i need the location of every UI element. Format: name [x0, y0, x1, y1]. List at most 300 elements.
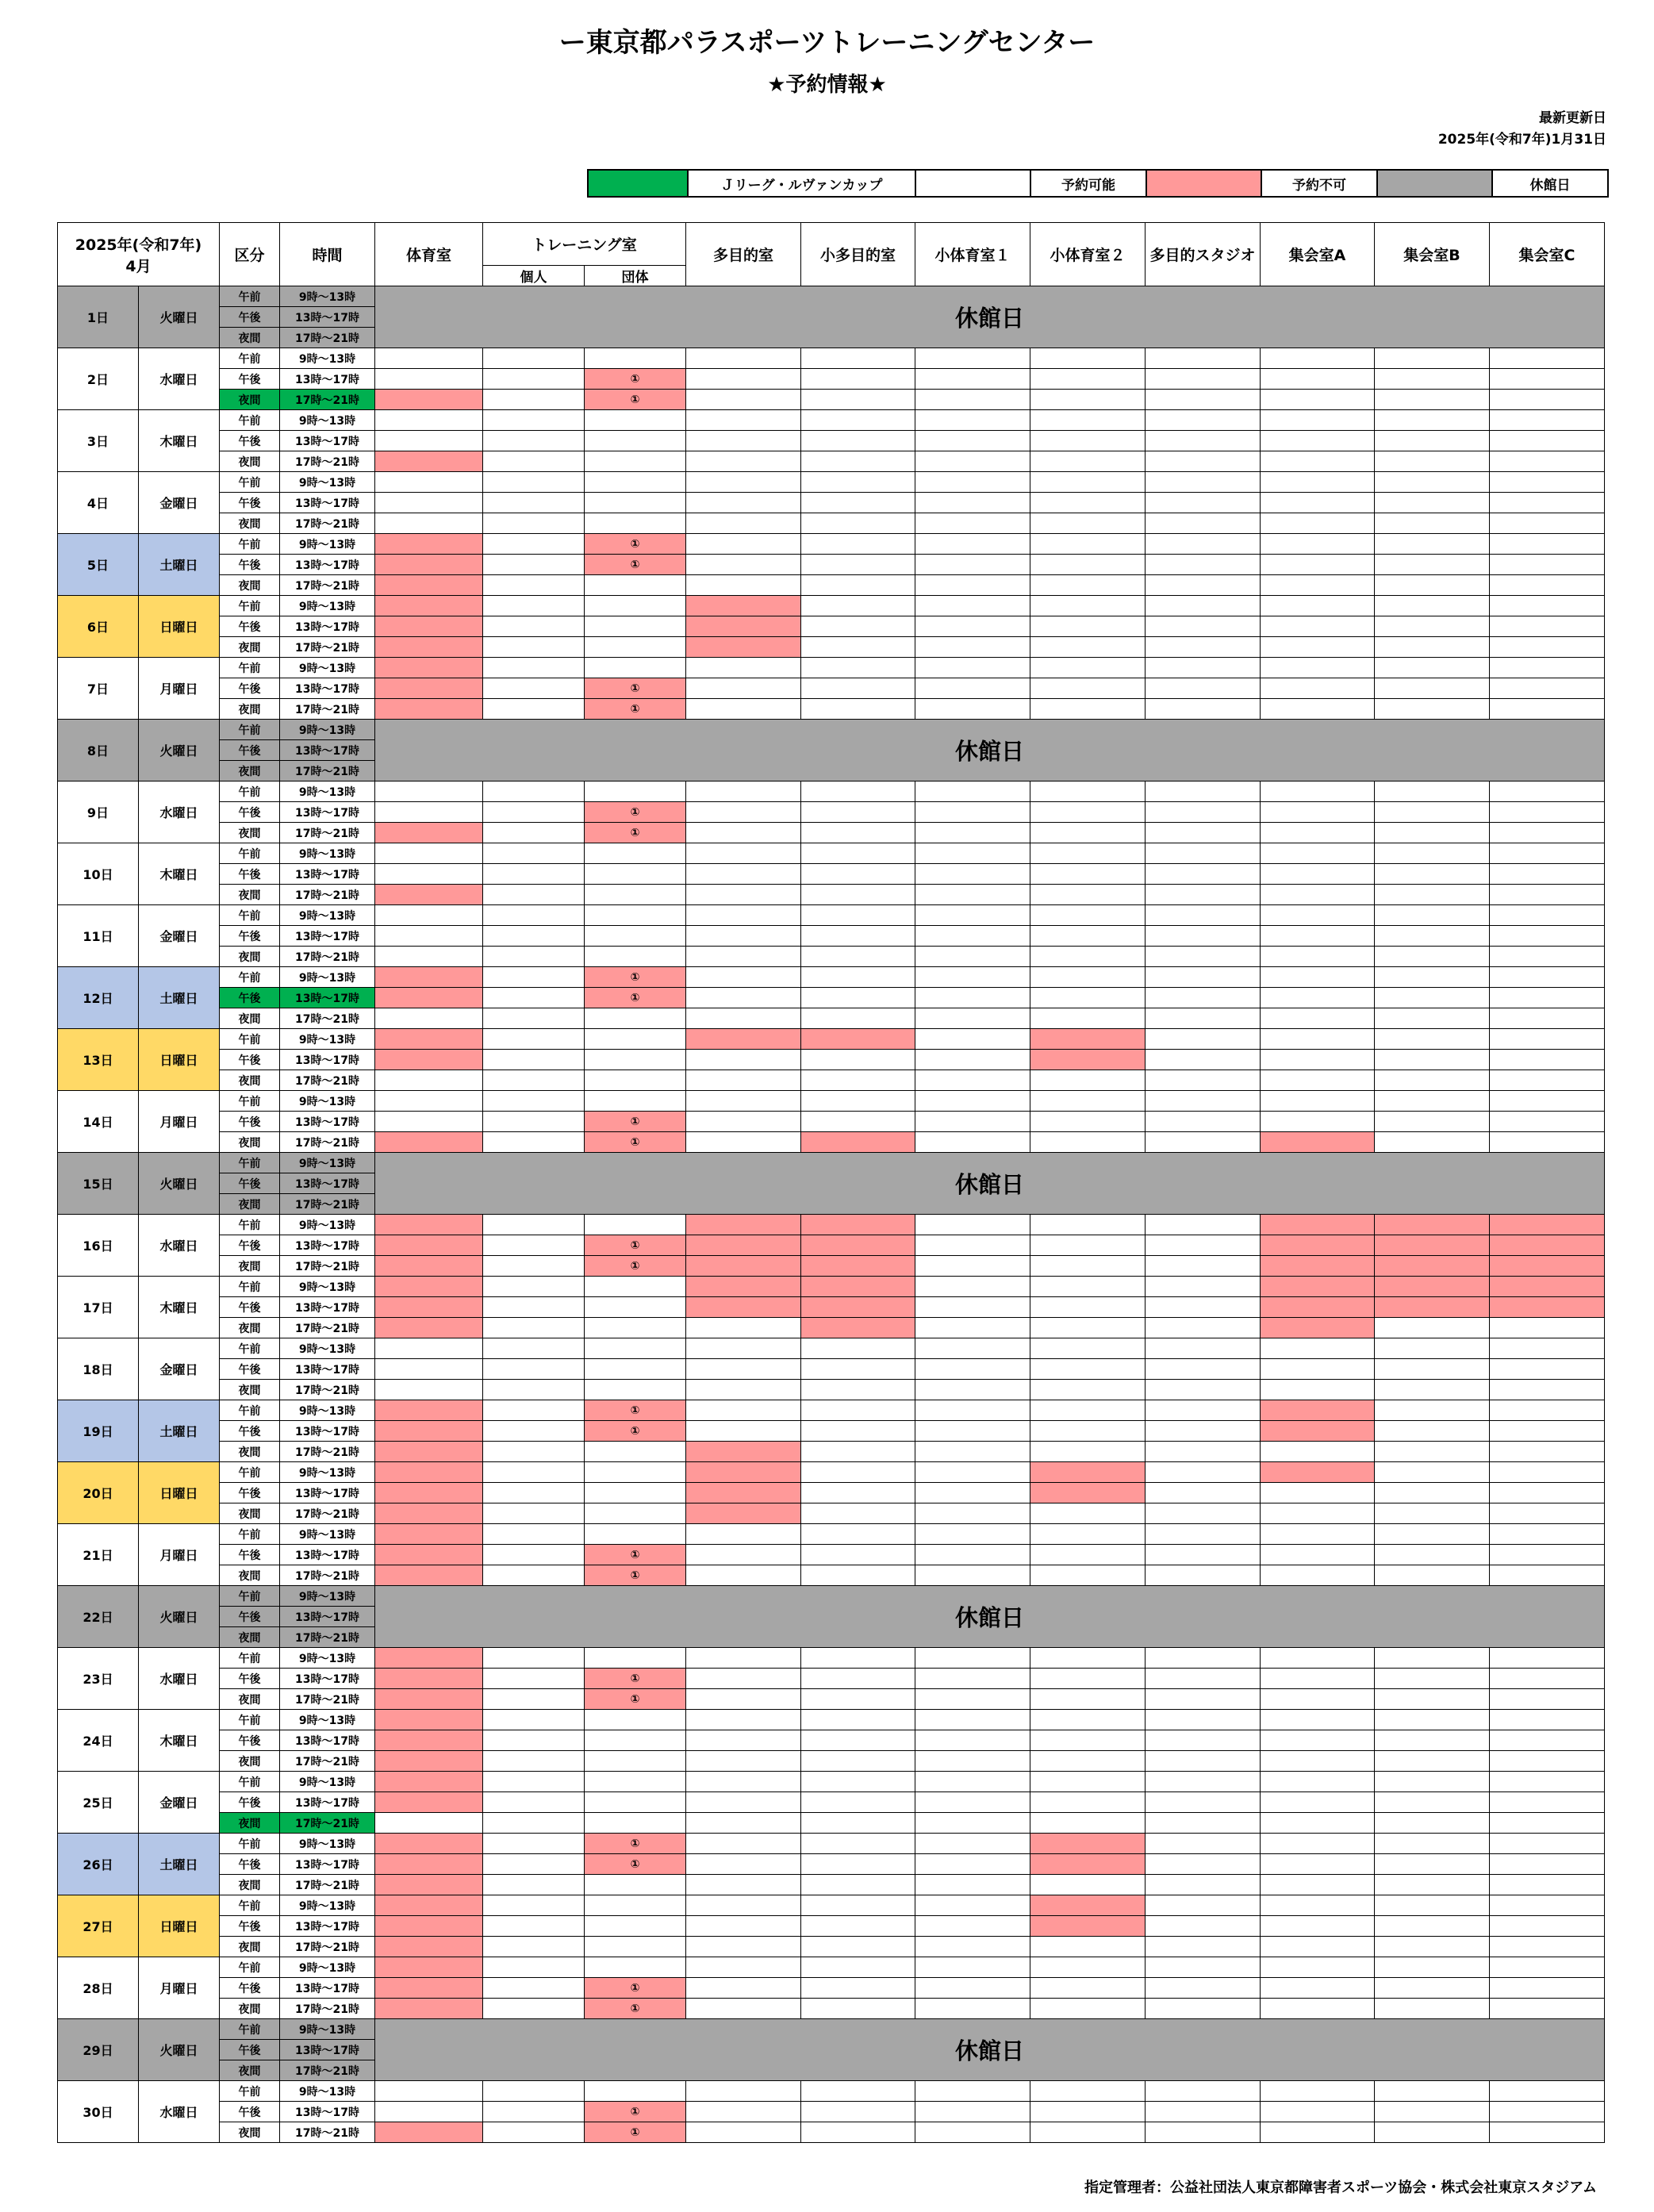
- slot-cell: [1261, 1813, 1375, 1834]
- slot-cell: [1261, 1277, 1375, 1297]
- slot-cell: [1490, 1008, 1605, 1029]
- slot-cell: [1490, 1421, 1605, 1442]
- slot-cell: [375, 1524, 483, 1545]
- slot-cell: [585, 431, 686, 451]
- slot-cell: [686, 1112, 801, 1132]
- slot-cell: [1146, 1503, 1261, 1524]
- slot-cell: [375, 1421, 483, 1442]
- slot-cell: [1490, 390, 1605, 410]
- slot-cell: [1146, 1813, 1261, 1834]
- slot-cell: [915, 1875, 1030, 1895]
- slot-cell: [375, 1710, 483, 1730]
- slot-cell: [585, 658, 686, 678]
- slot-cell: [375, 1689, 483, 1710]
- slot-cell: [1375, 1792, 1490, 1813]
- table-row: [58, 1297, 1605, 1318]
- slot-cell: [1030, 1813, 1146, 1834]
- slot-cell: [1375, 1669, 1490, 1689]
- slot-cell: [375, 802, 483, 823]
- slot-cell: [483, 369, 585, 390]
- day-cell: 11日: [58, 905, 139, 967]
- slot-cell: [375, 1937, 483, 1957]
- slot-cell: [1375, 1462, 1490, 1483]
- slot-cell: [686, 1834, 801, 1854]
- slot-cell: [585, 1895, 686, 1916]
- slot-cell: [1375, 2102, 1490, 2122]
- slot-cell: [801, 1029, 915, 1050]
- slot-cell: [483, 1297, 585, 1318]
- slot-kubun: 夜間: [220, 1875, 280, 1895]
- slot-cell: [1030, 1462, 1146, 1483]
- slot-cell: [585, 1421, 686, 1442]
- slot-cell: [483, 1565, 585, 1586]
- slot-cell: [1261, 967, 1375, 988]
- slot-cell: [915, 1400, 1030, 1421]
- slot-cell: [801, 1834, 915, 1854]
- slot-time: 9時～13時: [280, 1215, 375, 1235]
- slot-time: 17時～21時: [280, 513, 375, 534]
- slot-cell: [1146, 2081, 1261, 2102]
- group-mark: ①: [630, 372, 640, 386]
- slot-cell: [1375, 1483, 1490, 1503]
- slot-cell: [1030, 348, 1146, 369]
- slot-cell: [375, 885, 483, 905]
- slot-cell: [375, 1772, 483, 1792]
- slot-cell: [483, 802, 585, 823]
- slot-cell: [585, 1483, 686, 1503]
- slot-time: 13時～17時: [280, 1669, 375, 1689]
- slot-cell: [1490, 843, 1605, 864]
- slot-cell: [585, 1297, 686, 1318]
- slot-cell: [686, 369, 801, 390]
- slot-cell: [1146, 1792, 1261, 1813]
- slot-cell: [585, 555, 686, 575]
- table-row: [58, 947, 1605, 967]
- slot-cell: [915, 1978, 1030, 1999]
- slot-cell: [1375, 534, 1490, 555]
- slot-cell: [375, 1462, 483, 1483]
- slot-time: 9時～13時: [280, 1524, 375, 1545]
- slot-cell: [1261, 1524, 1375, 1545]
- slot-cell: [1375, 410, 1490, 431]
- slot-cell: [1490, 699, 1605, 720]
- slot-kubun: 夜間: [220, 1627, 280, 1648]
- slot-cell: [1261, 1565, 1375, 1586]
- slot-cell: [1030, 410, 1146, 431]
- slot-cell: [375, 2081, 483, 2102]
- slot-cell: [375, 1400, 483, 1421]
- slot-cell: [483, 534, 585, 555]
- slot-cell: [1261, 1978, 1375, 1999]
- slot-kubun: 午後: [220, 864, 280, 885]
- slot-cell: [915, 1008, 1030, 1029]
- slot-cell: [1146, 616, 1261, 637]
- weekday-cell: 日曜日: [139, 1029, 220, 1091]
- slot-cell: [1030, 1937, 1146, 1957]
- slot-time: 13時～17時: [280, 2040, 375, 2060]
- slot-cell: [483, 555, 585, 575]
- slot-cell: [1375, 390, 1490, 410]
- slot-cell: [686, 1565, 801, 1586]
- slot-cell: [1375, 575, 1490, 596]
- slot-cell: [1146, 1400, 1261, 1421]
- slot-cell: [483, 2081, 585, 2102]
- slot-cell: [1375, 1565, 1490, 1586]
- slot-cell: [686, 1277, 801, 1297]
- slot-cell: [375, 658, 483, 678]
- slot-cell: [1030, 1503, 1146, 1524]
- slot-cell: [375, 1380, 483, 1400]
- slot-time: 9時～13時: [280, 1648, 375, 1669]
- slot-cell: [686, 947, 801, 967]
- slot-cell: [1490, 513, 1605, 534]
- table-row: [58, 1545, 1605, 1565]
- table-row: [58, 1050, 1605, 1070]
- slot-cell: [375, 431, 483, 451]
- slot-cell: [375, 864, 483, 885]
- slot-time: 17時～21時: [280, 885, 375, 905]
- legend-label-jleague: Ｊリーグ・ルヴァンカップ: [688, 170, 915, 197]
- slot-cell: [375, 555, 483, 575]
- slot-cell: [686, 637, 801, 658]
- slot-cell: [1146, 1751, 1261, 1772]
- slot-cell: [1146, 1112, 1261, 1132]
- slot-cell: [375, 1132, 483, 1153]
- slot-cell: [1490, 1359, 1605, 1380]
- slot-cell: [1146, 534, 1261, 555]
- slot-cell: [375, 843, 483, 864]
- room-header-multipurpose: 多目的室: [686, 223, 801, 286]
- slot-cell: [801, 699, 915, 720]
- slot-cell: [801, 451, 915, 472]
- slot-cell: [1146, 658, 1261, 678]
- slot-cell: [1375, 1050, 1490, 1070]
- slot-cell: [1375, 1648, 1490, 1669]
- slot-cell: [375, 1070, 483, 1091]
- slot-cell: [375, 616, 483, 637]
- slot-cell: [375, 781, 483, 802]
- slot-cell: [1261, 2122, 1375, 2143]
- slot-kubun: 夜間: [220, 575, 280, 596]
- slot-cell: [1261, 988, 1375, 1008]
- group-mark: ①: [630, 682, 640, 695]
- slot-cell: [1030, 658, 1146, 678]
- slot-cell: [801, 1730, 915, 1751]
- slot-cell: [483, 1091, 585, 1112]
- slot-time: 13時～17時: [280, 678, 375, 699]
- slot-cell: [801, 967, 915, 988]
- slot-cell: [801, 1112, 915, 1132]
- slot-cell: [915, 1338, 1030, 1359]
- slot-cell: [375, 1854, 483, 1875]
- slot-cell: [483, 1132, 585, 1153]
- slot-cell: [1261, 1834, 1375, 1854]
- slot-cell: [1490, 1318, 1605, 1338]
- slot-cell: [483, 1813, 585, 1834]
- slot-cell: [1490, 472, 1605, 493]
- slot-cell: [1261, 1297, 1375, 1318]
- slot-time: 17時～21時: [280, 1008, 375, 1029]
- slot-cell: [375, 348, 483, 369]
- slot-cell: [1490, 1978, 1605, 1999]
- slot-cell: [686, 451, 801, 472]
- slot-cell: [1030, 1957, 1146, 1978]
- slot-cell: [1030, 1318, 1146, 1338]
- room-header-studio: 多目的スタジオ: [1146, 223, 1261, 286]
- slot-cell: [483, 1937, 585, 1957]
- slot-cell: [801, 596, 915, 616]
- slot-cell: [585, 905, 686, 926]
- table-row: [58, 1524, 1605, 1545]
- legend-swatch-closed: [1377, 170, 1492, 197]
- slot-cell: [585, 493, 686, 513]
- slot-time: 17時～21時: [280, 2122, 375, 2143]
- slot-cell: [585, 1875, 686, 1895]
- slot-cell: [1490, 967, 1605, 988]
- day-cell: 16日: [58, 1215, 139, 1277]
- slot-time: 17時～21時: [280, 1318, 375, 1338]
- table-row: [58, 1916, 1605, 1937]
- slot-cell: [915, 1070, 1030, 1091]
- slot-cell: [915, 1792, 1030, 1813]
- slot-kubun: 午前: [220, 843, 280, 864]
- day-cell: 6日: [58, 596, 139, 658]
- slot-cell: [483, 1916, 585, 1937]
- slot-time: 9時～13時: [280, 348, 375, 369]
- slot-time: 17時～21時: [280, 637, 375, 658]
- slot-cell: [915, 1029, 1030, 1050]
- slot-cell: [1375, 1256, 1490, 1277]
- weekday-cell: 金曜日: [139, 1772, 220, 1834]
- slot-cell: [1030, 802, 1146, 823]
- slot-cell: [483, 885, 585, 905]
- slot-kubun: 午前: [220, 1029, 280, 1050]
- slot-cell: [483, 1772, 585, 1792]
- slot-kubun: 午前: [220, 905, 280, 926]
- slot-cell: [1261, 802, 1375, 823]
- slot-cell: [1261, 1669, 1375, 1689]
- slot-cell: [686, 1999, 801, 2019]
- training-sub-group: 団体: [585, 266, 686, 286]
- slot-cell: [915, 1483, 1030, 1503]
- slot-cell: [375, 1338, 483, 1359]
- slot-cell: [915, 1462, 1030, 1483]
- slot-cell: [483, 1050, 585, 1070]
- slot-cell: [483, 926, 585, 947]
- day-cell: 8日: [58, 720, 139, 781]
- slot-cell: [1375, 1772, 1490, 1792]
- slot-cell: [1261, 596, 1375, 616]
- slot-cell: [1146, 1008, 1261, 1029]
- slot-cell: [801, 1875, 915, 1895]
- slot-cell: [801, 1091, 915, 1112]
- slot-kubun: 夜間: [220, 1503, 280, 1524]
- slot-cell: [1261, 1710, 1375, 1730]
- slot-time: 13時～17時: [280, 1545, 375, 1565]
- slot-cell: [915, 1545, 1030, 1565]
- slot-cell: [1375, 802, 1490, 823]
- slot-cell: [375, 988, 483, 1008]
- slot-cell: [585, 1338, 686, 1359]
- slot-cell: [915, 575, 1030, 596]
- slot-time: 13時～17時: [280, 1421, 375, 1442]
- slot-time: 13時～17時: [280, 1297, 375, 1318]
- slot-cell: [1490, 1524, 1605, 1545]
- slot-kubun: 午前: [220, 1524, 280, 1545]
- slot-cell: [915, 1957, 1030, 1978]
- slot-cell: [801, 1050, 915, 1070]
- slot-cell: [1030, 431, 1146, 451]
- slot-cell: [686, 658, 801, 678]
- slot-kubun: 午前: [220, 472, 280, 493]
- slot-cell: [1030, 967, 1146, 988]
- slot-cell: [375, 1895, 483, 1916]
- slot-kubun: 午後: [220, 1669, 280, 1689]
- room-header-meeting-b: 集会室B: [1375, 223, 1490, 286]
- slot-cell: [375, 513, 483, 534]
- slot-cell: [1030, 1277, 1146, 1297]
- weekday-cell: 土曜日: [139, 534, 220, 596]
- slot-kubun: 夜間: [220, 451, 280, 472]
- slot-cell: [1146, 1730, 1261, 1751]
- slot-cell: [915, 616, 1030, 637]
- slot-cell: [915, 555, 1030, 575]
- closed-day-banner: 休館日: [375, 1153, 1605, 1215]
- page-subtitle: ★予約情報★: [767, 73, 887, 97]
- slot-cell: [1146, 596, 1261, 616]
- slot-cell: [1375, 1380, 1490, 1400]
- slot-cell: [1375, 1895, 1490, 1916]
- slot-cell: [686, 1215, 801, 1235]
- slot-cell: [1030, 1978, 1146, 1999]
- slot-cell: [483, 575, 585, 596]
- table-row: [58, 1359, 1605, 1380]
- slot-cell: [1261, 843, 1375, 864]
- slot-cell: [801, 1648, 915, 1669]
- slot-cell: [483, 658, 585, 678]
- slot-cell: [585, 472, 686, 493]
- table-row: [58, 1751, 1605, 1772]
- slot-cell: [915, 410, 1030, 431]
- day-cell: 12日: [58, 967, 139, 1029]
- table-row: [58, 596, 1605, 616]
- table-row: [58, 1648, 1605, 1669]
- slot-cell: [1261, 534, 1375, 555]
- slot-cell: [686, 1235, 801, 1256]
- slot-cell: [375, 410, 483, 431]
- slot-cell: [1490, 348, 1605, 369]
- slot-cell: [686, 1338, 801, 1359]
- table-row: [58, 390, 1605, 410]
- slot-cell: [1375, 472, 1490, 493]
- slot-cell: [483, 699, 585, 720]
- slot-cell: [1490, 1813, 1605, 1834]
- slot-kubun: 夜間: [220, 1256, 280, 1277]
- slot-time: 13時～17時: [280, 1854, 375, 1875]
- slot-cell: [1490, 1070, 1605, 1091]
- slot-cell: [1146, 1215, 1261, 1235]
- slot-cell: [375, 1318, 483, 1338]
- slot-cell: [585, 1751, 686, 1772]
- slot-kubun: 午後: [220, 1854, 280, 1875]
- slot-cell: [1261, 637, 1375, 658]
- slot-cell: [375, 926, 483, 947]
- slot-time: 17時～21時: [280, 761, 375, 781]
- slot-cell: [686, 678, 801, 699]
- slot-cell: [1146, 678, 1261, 699]
- slot-cell: [375, 1751, 483, 1772]
- slot-cell: [1375, 781, 1490, 802]
- table-row: [58, 348, 1605, 369]
- slot-cell: [1375, 1297, 1490, 1318]
- table-row: [58, 493, 1605, 513]
- slot-cell: [801, 2122, 915, 2143]
- table-row: [58, 513, 1605, 534]
- slot-cell: [915, 1751, 1030, 1772]
- slot-time: 9時～13時: [280, 1586, 375, 1607]
- slot-cell: [1375, 1875, 1490, 1895]
- slot-cell: [483, 1710, 585, 1730]
- group-mark: ①: [630, 537, 640, 551]
- slot-cell: [1490, 1669, 1605, 1689]
- slot-time: 9時～13時: [280, 1772, 375, 1792]
- slot-cell: [585, 575, 686, 596]
- slot-time: 13時～17時: [280, 555, 375, 575]
- slot-cell: [375, 1916, 483, 1937]
- group-mark: ①: [630, 393, 640, 406]
- slot-cell: [1261, 1462, 1375, 1483]
- slot-cell: [483, 1462, 585, 1483]
- slot-cell: [1375, 2081, 1490, 2102]
- slot-cell: [483, 1545, 585, 1565]
- slot-time: 13時～17時: [280, 1359, 375, 1380]
- slot-cell: [1030, 1215, 1146, 1235]
- group-mark: ①: [630, 1424, 640, 1438]
- slot-cell: [801, 534, 915, 555]
- slot-cell: [801, 1813, 915, 1834]
- slot-cell: [585, 802, 686, 823]
- slot-cell: [1030, 1442, 1146, 1462]
- slot-cell: [1490, 1999, 1605, 2019]
- slot-cell: [1261, 885, 1375, 905]
- group-mark: ①: [630, 1115, 640, 1128]
- slot-cell: [1030, 1999, 1146, 2019]
- slot-cell: [686, 1669, 801, 1689]
- slot-cell: [375, 1730, 483, 1751]
- slot-cell: [686, 1297, 801, 1318]
- slot-cell: [1146, 555, 1261, 575]
- slot-cell: [1490, 1957, 1605, 1978]
- slot-cell: [1490, 1689, 1605, 1710]
- slot-cell: [801, 823, 915, 843]
- slot-cell: [375, 1008, 483, 1029]
- slot-cell: [686, 905, 801, 926]
- month-label: 4月: [125, 257, 152, 275]
- slot-kubun: 夜間: [220, 1813, 280, 1834]
- slot-cell: [1146, 1978, 1261, 1999]
- slot-cell: [483, 1338, 585, 1359]
- slot-cell: [1261, 1338, 1375, 1359]
- table-row: [58, 1277, 1605, 1297]
- table-row: [58, 1730, 1605, 1751]
- slot-cell: [1030, 905, 1146, 926]
- table-row: [58, 410, 1605, 431]
- slot-cell: [686, 1895, 801, 1916]
- slot-cell: [1146, 1442, 1261, 1462]
- slot-cell: [1490, 1132, 1605, 1153]
- slot-cell: [915, 988, 1030, 1008]
- weekday-cell: 火曜日: [139, 2019, 220, 2081]
